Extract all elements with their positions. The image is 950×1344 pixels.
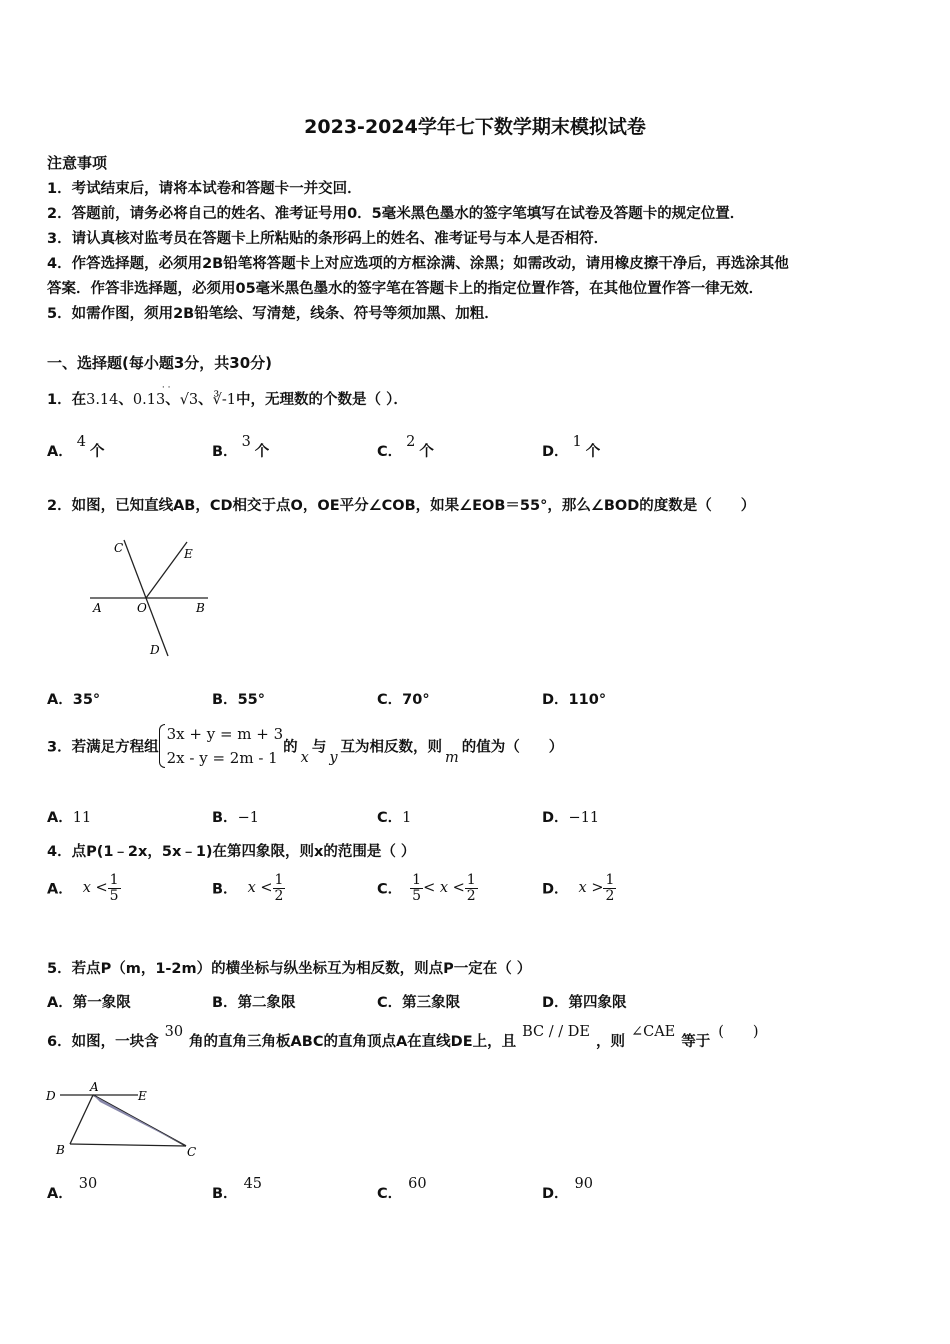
q1-value: √3 bbox=[179, 392, 199, 408]
label-a: A bbox=[93, 601, 102, 615]
label-a: A bbox=[90, 1080, 99, 1094]
notes-heading: 注意事项 bbox=[47, 154, 108, 172]
q1-value bbox=[132, 383, 171, 408]
option-letter: A． bbox=[47, 995, 73, 1011]
denominator: 2 bbox=[274, 887, 284, 904]
q1-value: ∛-1 bbox=[212, 392, 237, 408]
question-1 bbox=[47, 383, 408, 409]
option-value: 30 bbox=[78, 1176, 98, 1192]
option-value: 1 bbox=[572, 434, 582, 450]
q6-text: 角的直角三角板ABC的直角顶点A在直线DE上，且 bbox=[189, 1034, 517, 1050]
equation-1: 3x + y = m + 3 bbox=[166, 725, 284, 743]
label-c: C bbox=[114, 541, 124, 555]
option-value: 70° bbox=[402, 692, 430, 708]
option-letter: C． bbox=[377, 444, 403, 460]
q1-option-b[interactable] bbox=[212, 434, 270, 461]
option-value: 第一象限 bbox=[72, 995, 131, 1011]
option-letter: C． bbox=[377, 692, 403, 708]
q3-option-a[interactable] bbox=[47, 806, 91, 827]
note-item: 答案．作答非选择题，必须用05毫米黑色墨水的签字笔在答题卡上的指定位置作答，在其他位置作答一律无效． bbox=[47, 281, 764, 297]
option-letter: A． bbox=[47, 444, 73, 460]
q3-option-d[interactable] bbox=[542, 806, 599, 827]
option-letter: B． bbox=[212, 692, 238, 708]
label-d: D bbox=[150, 643, 160, 657]
denominator: 5 bbox=[109, 887, 119, 904]
option-inequality: x < bbox=[247, 880, 273, 897]
numerator: 1 bbox=[412, 872, 422, 888]
option-value: 55° bbox=[237, 692, 265, 708]
option-letter: C． bbox=[377, 881, 403, 898]
option-letter: B． bbox=[212, 810, 238, 826]
option-letter: D． bbox=[542, 810, 569, 826]
q4-option-c[interactable] bbox=[377, 873, 478, 903]
q5-option-c[interactable] bbox=[377, 991, 460, 1012]
q1-sep: 、 bbox=[165, 392, 180, 408]
q3-text: 与 bbox=[311, 739, 327, 756]
q4-option-a[interactable] bbox=[47, 873, 121, 903]
option-letter: D． bbox=[542, 881, 569, 898]
option-value: 11 bbox=[72, 810, 92, 826]
option-value: 110° bbox=[568, 692, 607, 708]
option-letter: A． bbox=[47, 1186, 73, 1202]
q2-option-c[interactable] bbox=[377, 688, 430, 709]
option-value: 1 bbox=[402, 810, 412, 826]
fraction bbox=[603, 873, 616, 903]
option-value: 第四象限 bbox=[568, 995, 627, 1011]
label-b: B bbox=[196, 601, 205, 615]
equation-system bbox=[159, 722, 284, 770]
q1-suffix: 中，无理数的个数是（ ）． bbox=[236, 392, 408, 408]
q3-prefix: 3．若满足方程组 bbox=[47, 739, 159, 756]
question-3 bbox=[47, 722, 563, 770]
q6-figure bbox=[40, 1078, 210, 1160]
option-unit: 个 bbox=[419, 444, 434, 460]
numerator: 1 bbox=[605, 872, 615, 888]
q5-option-a[interactable] bbox=[47, 991, 131, 1012]
note-item: 1．考试结束后，请将本试卷和答题卡一并交回． bbox=[47, 181, 362, 197]
q1-prefix: 1．在 bbox=[47, 392, 87, 408]
option-letter: D． bbox=[542, 444, 569, 460]
repeating-dots-icon: · · bbox=[161, 383, 171, 393]
fraction bbox=[273, 873, 286, 903]
q1-sep: 、 bbox=[198, 392, 213, 408]
question-2: 2．如图，已知直线AB，CD相交于点O，OE平分∠COB，如果∠EOB＝55°，那么∠BOD的度数是（ ） bbox=[47, 498, 756, 514]
option-value: −11 bbox=[568, 810, 600, 826]
option-letter: A． bbox=[47, 810, 73, 826]
option-letter: B． bbox=[212, 881, 238, 898]
option-value: 第二象限 bbox=[237, 995, 296, 1011]
option-letter: D． bbox=[542, 692, 569, 708]
option-letter: C． bbox=[377, 995, 403, 1011]
note-item: 2．答题前，请务必将自己的姓名、准考证号用0．5毫米黑色墨水的签字笔填写在试卷及答题卡的规定位置． bbox=[47, 206, 745, 222]
option-unit: 个 bbox=[585, 444, 601, 460]
option-letter: B． bbox=[212, 444, 238, 460]
q2-option-a[interactable] bbox=[47, 688, 100, 709]
option-letter: A． bbox=[47, 881, 73, 898]
numerator: 1 bbox=[109, 872, 119, 888]
option-value: 第三象限 bbox=[402, 995, 461, 1011]
option-value: 60 bbox=[408, 1176, 427, 1192]
side-bc bbox=[70, 1144, 186, 1146]
q3-option-c[interactable] bbox=[377, 806, 411, 827]
q1-sep: 、 bbox=[118, 392, 133, 408]
label-o: O bbox=[137, 601, 147, 615]
option-unit: 个 bbox=[89, 444, 105, 460]
q6-angle: ∠CAE bbox=[630, 1024, 676, 1040]
q5-option-b[interactable] bbox=[212, 991, 296, 1012]
ray-oe bbox=[146, 542, 187, 598]
q1-repeating-decimal: 0.13 bbox=[132, 392, 166, 408]
q3-text: 的 bbox=[283, 739, 298, 756]
note-item: 3．请认真核对监考员在答题卡上所粘贴的条形码上的姓名、准考证号与本人是否相符． bbox=[47, 231, 609, 247]
q6-option-c[interactable] bbox=[377, 1176, 427, 1203]
option-letter: C． bbox=[377, 810, 403, 826]
q4-option-d[interactable] bbox=[542, 873, 616, 903]
equation-2: 2x - y = 2m - 1 bbox=[166, 749, 278, 767]
q1-option-c[interactable] bbox=[377, 434, 434, 461]
label-e: E bbox=[184, 547, 193, 561]
option-value: 35° bbox=[72, 692, 101, 708]
option-value: 90 bbox=[574, 1176, 593, 1192]
label-e: E bbox=[138, 1089, 147, 1103]
q2-option-b[interactable] bbox=[212, 688, 265, 709]
label-b: B bbox=[56, 1143, 65, 1157]
option-letter: D． bbox=[542, 995, 569, 1011]
question-6 bbox=[47, 1024, 759, 1051]
q3-option-b[interactable] bbox=[212, 806, 259, 827]
option-letter: B． bbox=[212, 1186, 238, 1202]
q3-text: 的值为（ ） bbox=[461, 739, 564, 756]
question-5: 5．若点P（m，1-2m）的横坐标与纵坐标互为相反数，则点P一定在（ ） bbox=[47, 961, 532, 977]
note-item: 5．如需作图，须用2B铅笔绘、写清楚，线条、符号等须加黑、加粗． bbox=[47, 306, 499, 322]
option-unit: 个 bbox=[254, 444, 270, 460]
var-y: y bbox=[329, 750, 338, 766]
label-c: C bbox=[187, 1145, 197, 1159]
option-value: 45 bbox=[243, 1176, 263, 1192]
question-4: 4．点P(1﹣2x，5x﹣1)在第四象限，则x的范围是（ ） bbox=[47, 844, 416, 860]
option-inequality: x > bbox=[578, 880, 604, 897]
q1-option-a[interactable] bbox=[47, 434, 105, 461]
fraction bbox=[108, 873, 121, 903]
fraction bbox=[410, 873, 423, 903]
numerator: 1 bbox=[274, 872, 284, 888]
denominator: 2 bbox=[605, 887, 615, 904]
denominator: 5 bbox=[412, 887, 422, 904]
q6-degree: 30 bbox=[164, 1024, 184, 1040]
option-letter: C． bbox=[377, 1186, 403, 1202]
q6-option-b[interactable] bbox=[212, 1176, 263, 1203]
option-value: 3 bbox=[241, 434, 251, 450]
option-letter: A． bbox=[47, 692, 73, 708]
label-d: D bbox=[46, 1089, 56, 1103]
q1-option-d[interactable] bbox=[542, 434, 601, 461]
option-letter: B． bbox=[212, 995, 238, 1011]
side-ab bbox=[70, 1095, 93, 1144]
q5-option-d[interactable] bbox=[542, 991, 627, 1012]
denominator: 2 bbox=[466, 887, 476, 904]
var-x: x bbox=[300, 750, 309, 766]
fraction bbox=[465, 873, 478, 903]
q6-option-a[interactable] bbox=[47, 1176, 98, 1203]
q6-paren: ( ) bbox=[718, 1024, 759, 1040]
q4-option-b[interactable] bbox=[212, 873, 285, 903]
option-inequality: < x < bbox=[423, 880, 465, 897]
q6-option-d[interactable] bbox=[542, 1176, 593, 1203]
section-heading: 一、选择题(每小题3分，共30分) bbox=[47, 354, 273, 372]
q2-figure bbox=[82, 532, 222, 662]
note-item: 4．作答选择题，必须用2B铅笔将答题卡上对应选项的方框涂满、涂黑；如需改动，请用橡皮擦干净后，再选涂其他 bbox=[47, 256, 789, 272]
option-value: 4 bbox=[76, 434, 86, 450]
q2-option-d[interactable] bbox=[542, 688, 606, 709]
q6-parallel: BC / / DE bbox=[522, 1024, 590, 1040]
option-value: −1 bbox=[237, 810, 259, 826]
q3-text: 互为相反数，则 bbox=[340, 739, 443, 756]
page-title: 2023-2024学年七下数学期末模拟试卷 bbox=[304, 116, 646, 138]
option-letter: D． bbox=[542, 1186, 569, 1202]
numerator: 1 bbox=[466, 872, 476, 888]
var-m: m bbox=[445, 750, 459, 766]
option-value: 2 bbox=[406, 434, 416, 450]
q1-value: 3.14 bbox=[86, 392, 119, 408]
q6-text: ，则 bbox=[595, 1034, 625, 1050]
option-inequality: x < bbox=[82, 880, 108, 897]
q6-text: 等于 bbox=[681, 1034, 711, 1050]
q6-text: 6．如图，一块含 bbox=[47, 1034, 159, 1050]
